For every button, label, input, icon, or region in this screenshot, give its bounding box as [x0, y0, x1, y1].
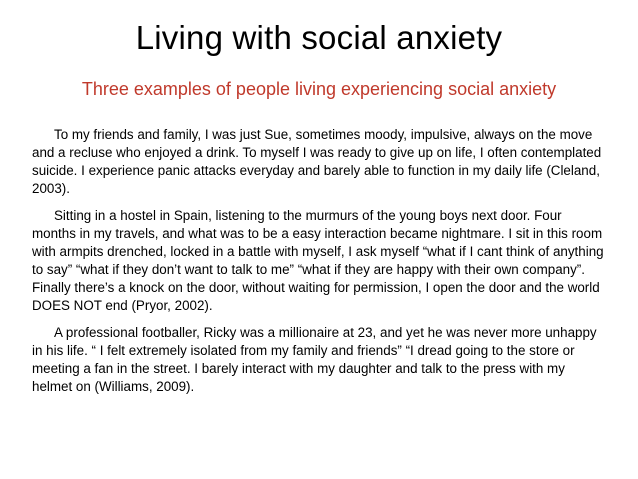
paragraph-footballer: A professional footballer, Ricky was a millionaire at 23, and yet he was never more unhappy in his life. “ I felt extremely isolated from my family and friends” “I dread going to the store or meeting a fan in the street. I barely interact with my daughter and talk to the press with my helmet on (Williams, 2009).	[32, 325, 597, 394]
paragraph-hostel: Sitting in a hostel in Spain, listening to the murmurs of the young boys next door. Four months in my travels, and what was to be a easy interaction became nightmare. I sit in this room with armpits drenched, locked in a battle with myself, I ask myself “what if I cant think of anything to say” “what if they don’t want to talk to me” “what if they are happy with their own company”. Finally there’s a knock on the door, without waiting for permission, I open the door and the world DOES NOT end (Pryor, 2002).	[32, 208, 604, 313]
slide-subtitle: Three examples of people living experiencing social anxiety	[81, 79, 557, 99]
paragraph-sue: To my friends and family, I was just Sue, sometimes moody, impulsive, always on the move and a recluse who enjoyed a drink. To myself I was ready to give up on life, I often contemplated suicide. I experience panic attacks everyday and barely able to function in my daily life (Cleland, 2003).	[32, 127, 602, 196]
slide-title: Living with social anxiety	[135, 19, 503, 56]
slide-body	[32, 126, 608, 405]
